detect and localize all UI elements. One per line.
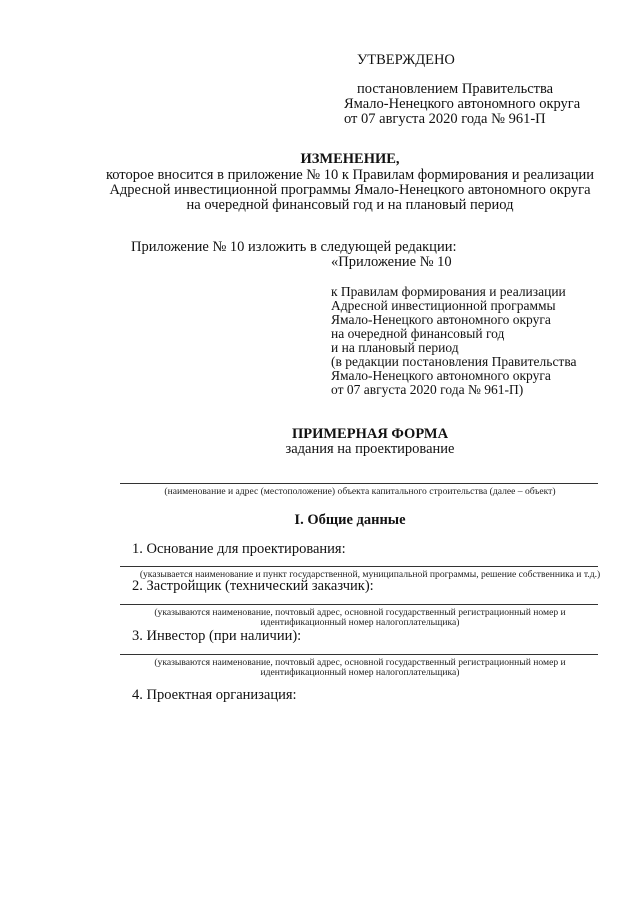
item-label: 4. Проектная организация: xyxy=(132,687,297,703)
item-caption: (указывается наименование и пункт государственной, муниципальной программы, решение собственника и т.д.) xyxy=(139,569,601,580)
change-line: которое вносится в приложение № 10 к Правилам формирования и реализации xyxy=(105,167,595,183)
instruction-text: Приложение № 10 изложить в следующей редакции: xyxy=(131,239,457,255)
approval-heading: УТВЕРЖДЕНО xyxy=(357,52,455,68)
appendix-line: Адресной инвестиционной программы xyxy=(331,298,556,313)
form-title: ПРИМЕРНАЯ ФОРМА xyxy=(291,426,449,442)
approval-line: Ямало-Ненецкого автономного округа xyxy=(344,96,581,112)
change-line: на очередной финансовый год и на плановый период xyxy=(186,197,514,213)
approval-line: постановлением Правительства xyxy=(357,81,554,97)
appendix-line: Ямало-Ненецкого автономного округа xyxy=(331,312,551,327)
item-fill-line xyxy=(120,604,598,605)
appendix-line: и на плановый период xyxy=(331,340,459,355)
item-label: 3. Инвестор (при наличии): xyxy=(132,628,302,644)
item-caption: идентификационный номер налогоплательщика) xyxy=(260,617,460,628)
appendix-line: к Правилам формирования и реализации xyxy=(331,284,566,299)
item-label: 1. Основание для проектирования: xyxy=(132,541,346,557)
object-fill-line xyxy=(120,483,598,484)
appendix-line: на очередной финансовый год xyxy=(331,326,505,341)
section-title: I. Общие данные xyxy=(294,512,406,528)
appendix-line: (в редакции постановления Правительства xyxy=(331,354,577,369)
item-caption: идентификационный номер налогоплательщика) xyxy=(260,667,460,678)
object-caption: (наименование и адрес (местоположение) объекта капитального строительства (далее – объект) xyxy=(164,486,556,497)
appendix-heading: «Приложение № 10 xyxy=(331,254,452,270)
change-title: ИЗМЕНЕНИЕ, xyxy=(300,151,400,167)
item-fill-line xyxy=(120,654,598,655)
appendix-line: Ямало-Ненецкого автономного округа xyxy=(331,368,551,383)
form-subtitle: задания на проектирование xyxy=(285,441,455,457)
item-caption: (указываются наименование, почтовый адрес, основной государственный регистрационный номер и xyxy=(154,607,566,618)
change-line: Адресной инвестиционной программы Ямало-Ненецкого автономного округа xyxy=(109,182,591,198)
item-label: 2. Застройщик (технический заказчик): xyxy=(132,578,374,594)
item-caption: (указываются наименование, почтовый адрес, основной государственный регистрационный номер и xyxy=(154,657,566,668)
item-fill-line xyxy=(120,566,598,567)
approval-line: от 07 августа 2020 года № 961-П xyxy=(344,111,546,127)
appendix-line: от 07 августа 2020 года № 961-П) xyxy=(331,382,524,397)
